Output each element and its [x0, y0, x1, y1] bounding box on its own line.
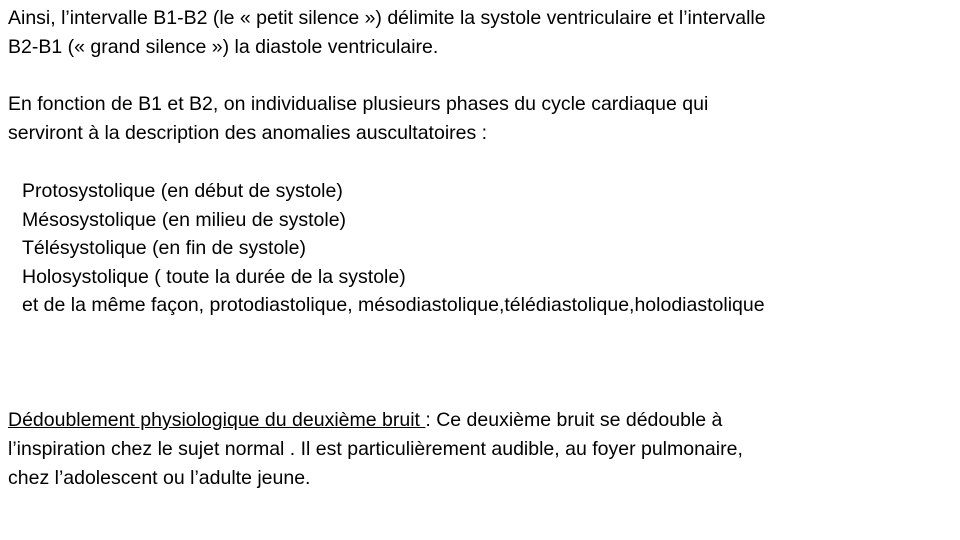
paragraph-line: chez l’adolescent ou l’adulte jeune.	[8, 467, 311, 489]
list-item: et de la même façon, protodiastolique, mésodiastolique,télédiastolique,holodiastolique	[22, 294, 765, 316]
list-item: Holosystolique ( toute la durée de la systole)	[22, 265, 406, 288]
paragraph-line: Ainsi, l’intervalle B1-B2 (le « petit silence ») délimite la systole ventriculaire et l’intervalle	[8, 7, 766, 29]
section-heading: Dédoublement physiologique du deuxième bruit	[8, 409, 426, 431]
paragraph-line	[8, 406, 953, 435]
paragraph-text: : Ce deuxième bruit se dédouble à	[425, 409, 723, 431]
phases-list	[22, 177, 765, 320]
paragraph-intervals	[8, 4, 953, 62]
paragraph-line: serviront à la description des anomalies auscultatoires :	[8, 122, 488, 144]
paragraph-second-sound-split	[8, 406, 953, 493]
paragraph-line: l’inspiration chez le sujet normal . Il est particulièrement audible, au foyer pulmonaire,	[8, 438, 743, 460]
list-item: Mésosystolique (en milieu de systole)	[22, 208, 347, 231]
paragraph-line: B2-B1 (« grand silence ») la diastole ventriculaire.	[8, 36, 439, 58]
list-item: Protosystolique (en début de systole)	[22, 180, 343, 202]
paragraph-phases-intro	[8, 90, 953, 148]
paragraph-line: En fonction de B1 et B2, on individualise plusieurs phases du cycle cardiaque qui	[8, 93, 709, 115]
list-item: Télésystolique (en fin de systole)	[22, 237, 306, 259]
